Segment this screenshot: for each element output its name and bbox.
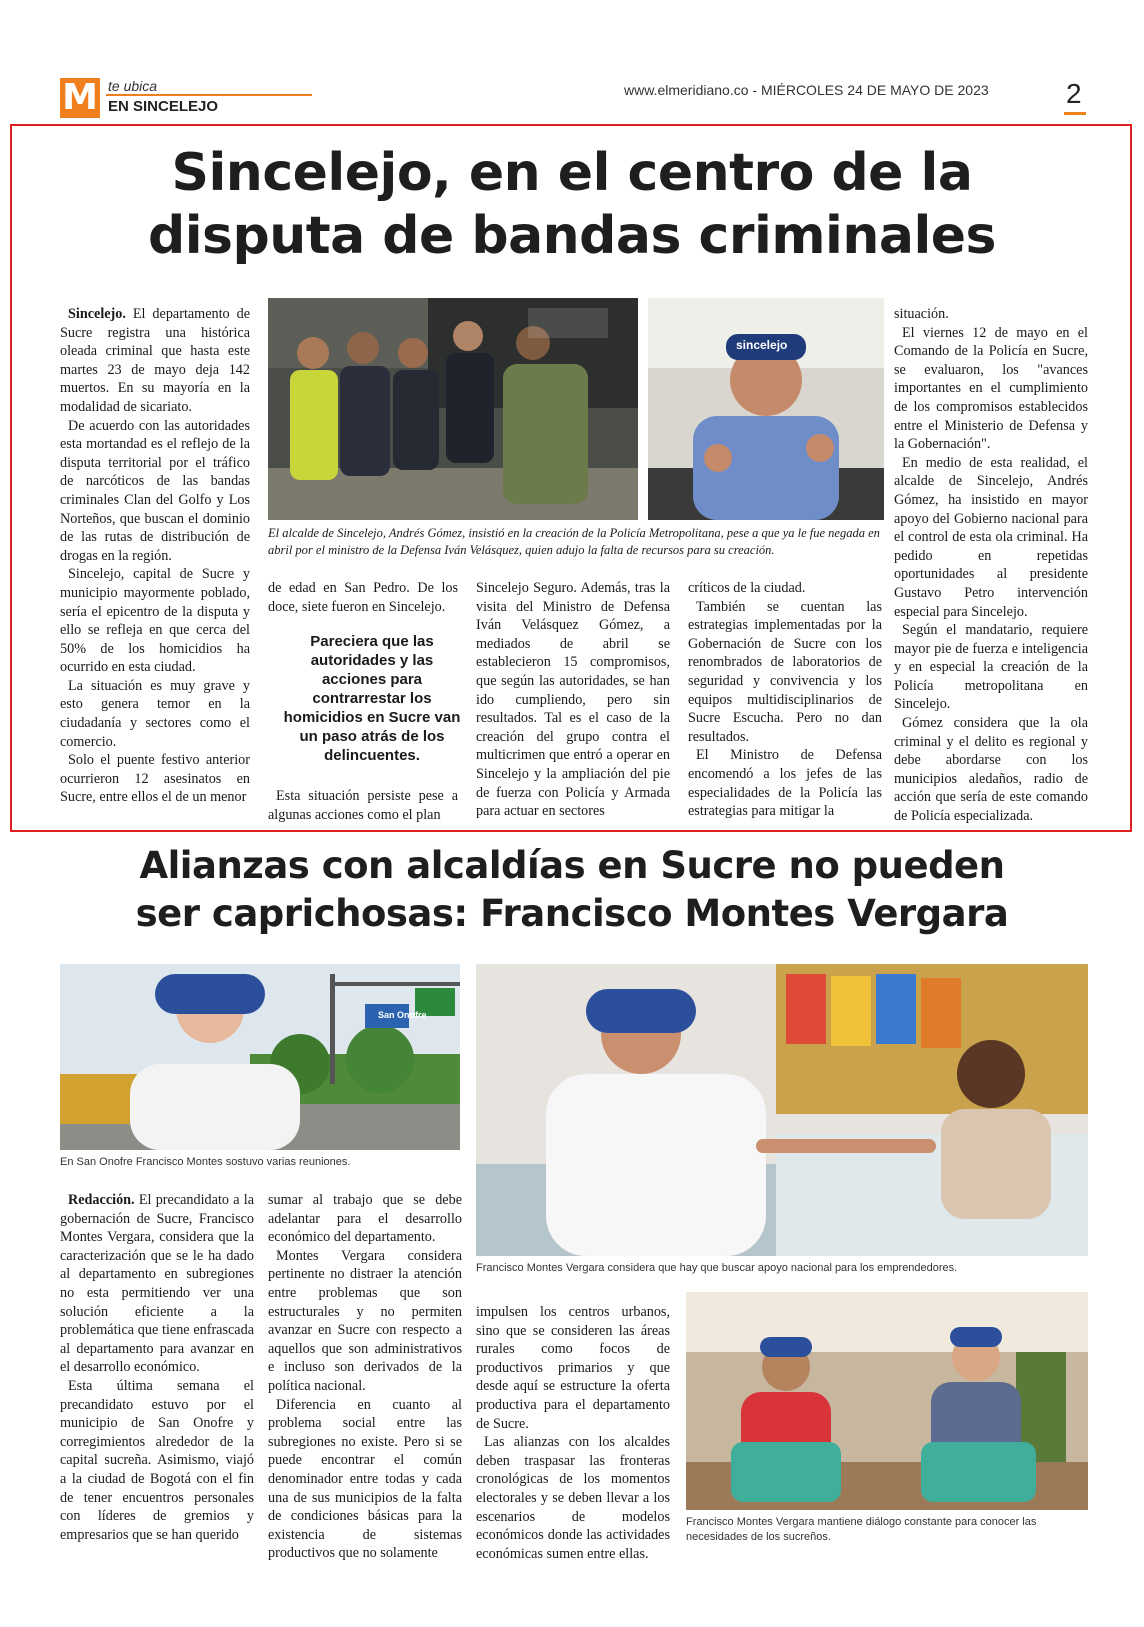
article1-paragraph: La situación es muy grave y esto genera temor en la ciudadanía y sectores como el comercio. xyxy=(60,677,250,750)
article1-column-2 xyxy=(268,579,458,616)
newspaper-logo: M xyxy=(60,78,100,118)
article1-headline xyxy=(30,142,1114,268)
article1-photo-caption: El alcalde de Sincelejo, Andrés Gómez, insistió en la creación de la Policía Metropolitana, pese a que ya le fue negada en abril por el ministro de la Defensa Iván Velásquez, quien adujo la falta de recursos para su creación. xyxy=(268,526,880,557)
article2-dateline: Redacción. xyxy=(68,1192,135,1208)
store-handshake-photo xyxy=(476,964,1088,1256)
article2-paragraph: Esta última semana el precandidato estuvo por el municipio de San Onofre y corregimientos alrededor de la capital sucreña. Asimismo, viajó a la ciudad de Bogotá con el fin de tener encuentros personales con líderes de gremios y empresarios que se han querido xyxy=(60,1377,254,1543)
article2-column-1 xyxy=(60,1191,254,1544)
article2-column-3 xyxy=(476,1303,670,1563)
article1-paragraph: El viernes 12 de mayo en el Comando de la Policía en Sucre, se evaluaron, los "avances importantes en el cumplimiento de los compromisos establecidos entre el Ministerio de Defensa y la Gobernación". xyxy=(894,324,1088,453)
article1-column-3 xyxy=(476,579,670,821)
pull-quote: Pareciera que las autoridades y las acciones para contrarrestar los homicidios en Sucre van un paso atrás de los delincuentes. xyxy=(283,633,461,764)
article2-paragraph: El precandidato a la gobernación de Sucre, Francisco Montes Vergara, considera que la caracterización que se le ha dado al departamento en subregiones no esta permitiendo ver una solución eficiente a la problemática que tiene enfrascada al departamento para avanzar en el desarrollo económico. xyxy=(60,1192,254,1376)
article1-paragraph: Sincelejo Seguro. Además, tras la visita del Ministro de Defensa Iván Velásquez Gómez, a mediados de abril se establecieron 15 compromisos, que según las autoridades, se han ido cumpliendo, pero sin resultados. Tal es el caso de la creación del grupo contra el multicrimen que entró a operar en Sincelejo y la ampliación del pie de fuerza con Policía y Armada para actuar en sectores xyxy=(476,580,670,820)
article1-paragraph: Sincelejo, capital de Sucre y municipio mayormente poblado, sería el epicentro de la disputa y ello se refleja en que cerca del 50% de los homicidios ha ocurrido en esta ciudad. xyxy=(60,566,250,676)
article2-paragraph: impulsen los centros urbanos, sino que se consideren las áreas rurales como focos de productivos primarios y que desde aquí se estructure la oferta productiva para el departamento de Sucre. xyxy=(476,1304,670,1432)
article2-paragraph: Las alianzas con los alcaldes deben traspasar las fronteras cronológicas de los momentos electorales y se deben llevar a los escenarios de modelos económicos donde las actividades económicas sumen entre ellas. xyxy=(476,1434,670,1562)
article1-headline-line1: Sincelejo, en el centro de la xyxy=(171,143,973,203)
street-sign-text: San Onofre xyxy=(378,1010,427,1020)
section-kicker: te ubica xyxy=(108,78,158,94)
article1-paragraph: de edad en San Pedro. De los doce, siete fueron en Sincelejo. xyxy=(268,580,458,615)
article2-paragraph: Montes Vergara considera pertinente no distraer la atención entre problemas que son estructurales y no permiten avanzar en Sucre con respecto a aquellos que son administrativos e incluso son derivados de la política nacional. xyxy=(268,1247,462,1394)
article1-paragraph: El departamento de Sucre registra una histórica oleada criminal que hasta este martes 23 de mayo deja 142 muertos. En su mayoría en la modalidad de sicariato. xyxy=(60,306,250,415)
article2-column-2 xyxy=(268,1191,462,1563)
article1-paragraph: Esta situación persiste pese a algunas acciones como el plan xyxy=(268,788,458,823)
article2-paragraph: sumar al trabajo que se debe adelantar para el desarrollo económico del departamento. xyxy=(268,1192,462,1246)
article1-paragraph: Gómez considera que la ola criminal y el delito es regional y debe abordarse con los municipios aledaños, radio de acción que sería de este comando de Policía especializada. xyxy=(894,715,1088,825)
article1-paragraph: En medio de esta realidad, el alcalde de Sincelejo, Andrés Gómez, ha insistido en mayor apoyo del Gobierno nacional para el control de esta ola criminal. Ha pedido en repetidas oportunidades al presidente Gustavo Petro intervención especial para Sincelejo. xyxy=(894,454,1088,620)
police-meeting-photo xyxy=(268,298,638,520)
page-number: 2 xyxy=(1066,78,1082,109)
article1-column-5 xyxy=(894,305,1088,826)
article2-headline-line1: Alianzas con alcaldías en Sucre no pueden xyxy=(139,844,1005,887)
article2-headline-line2: ser caprichosas: Francisco Montes Vergara xyxy=(135,892,1009,935)
mayor-portrait-photo xyxy=(648,298,884,520)
san-onofre-street-photo xyxy=(60,964,460,1150)
conversation-photo xyxy=(686,1292,1088,1510)
article1-paragraph: De acuerdo con las autoridades esta mortandad es el reflejo de la disputa territorial por el tráfico de narcóticos de las bandas criminales Clan del Golfo y Los Norteños, que buscan el dominio de las rutas de distribución de drogas en la región. xyxy=(60,417,250,564)
section-rule xyxy=(106,94,312,96)
section-name: EN SINCELEJO xyxy=(108,98,219,115)
article1-column-2-bottom xyxy=(268,787,458,824)
website-dateline: www.elmeridiano.co - MIÉRCOLES 24 DE MAYO DE 2023 xyxy=(624,82,989,98)
article1-paragraph: El Ministro de Defensa encomendó a los jefes de las especialidades de la Policía las estrategias para mitigar la xyxy=(688,747,882,820)
article2-photo1-caption: En San Onofre Francisco Montes sostuvo varias reuniones. xyxy=(60,1156,351,1168)
article1-paragraph: situación. xyxy=(894,306,949,322)
article2-headline xyxy=(30,842,1114,938)
article1-headline-line2: disputa de bandas criminales xyxy=(147,206,997,266)
article1-paragraph: Solo el puente festivo anterior ocurrieron 12 asesinatos en Sucre, entre ellos el de un menor xyxy=(60,752,250,806)
article1-paragraph: También se cuentan las estrategias implementadas por la Gobernación de Sucre con los renombrados de laboratorios de seguridad y convivencia y los equipos multidisciplinarios de Sucre Escucha. Pero no dan resultados. xyxy=(688,598,882,745)
article1-paragraph: críticos de la ciudad. xyxy=(688,580,806,596)
page-number-rule xyxy=(1064,112,1086,115)
article1-dateline: Sincelejo. xyxy=(68,306,126,322)
article1-paragraph: Según el mandatario, requiere mayor pie de fuerza e inteligencia y en especial la creación de la Policía metropolitana en Sincelejo. xyxy=(894,622,1088,713)
article2-photo2-caption: Francisco Montes Vergara considera que hay que buscar apoyo nacional para los emprendedores. xyxy=(476,1262,958,1274)
article2-paragraph: Diferencia en cuanto al problema social entre las subregiones no existe. Pero si se puede encontrar el común denominador entre todas y cada una de sus municipios de la falta de condiciones básicas para la existencia de sistemas productivos que no solamente xyxy=(268,1396,462,1562)
article1-column-1 xyxy=(60,305,250,807)
article1-column-4 xyxy=(688,579,882,821)
article2-photo3-caption: Francisco Montes Vergara mantiene diálogo constante para conocer las necesidades de los sucreños. xyxy=(686,1516,1037,1543)
cap-text: sincelejo xyxy=(736,338,788,352)
